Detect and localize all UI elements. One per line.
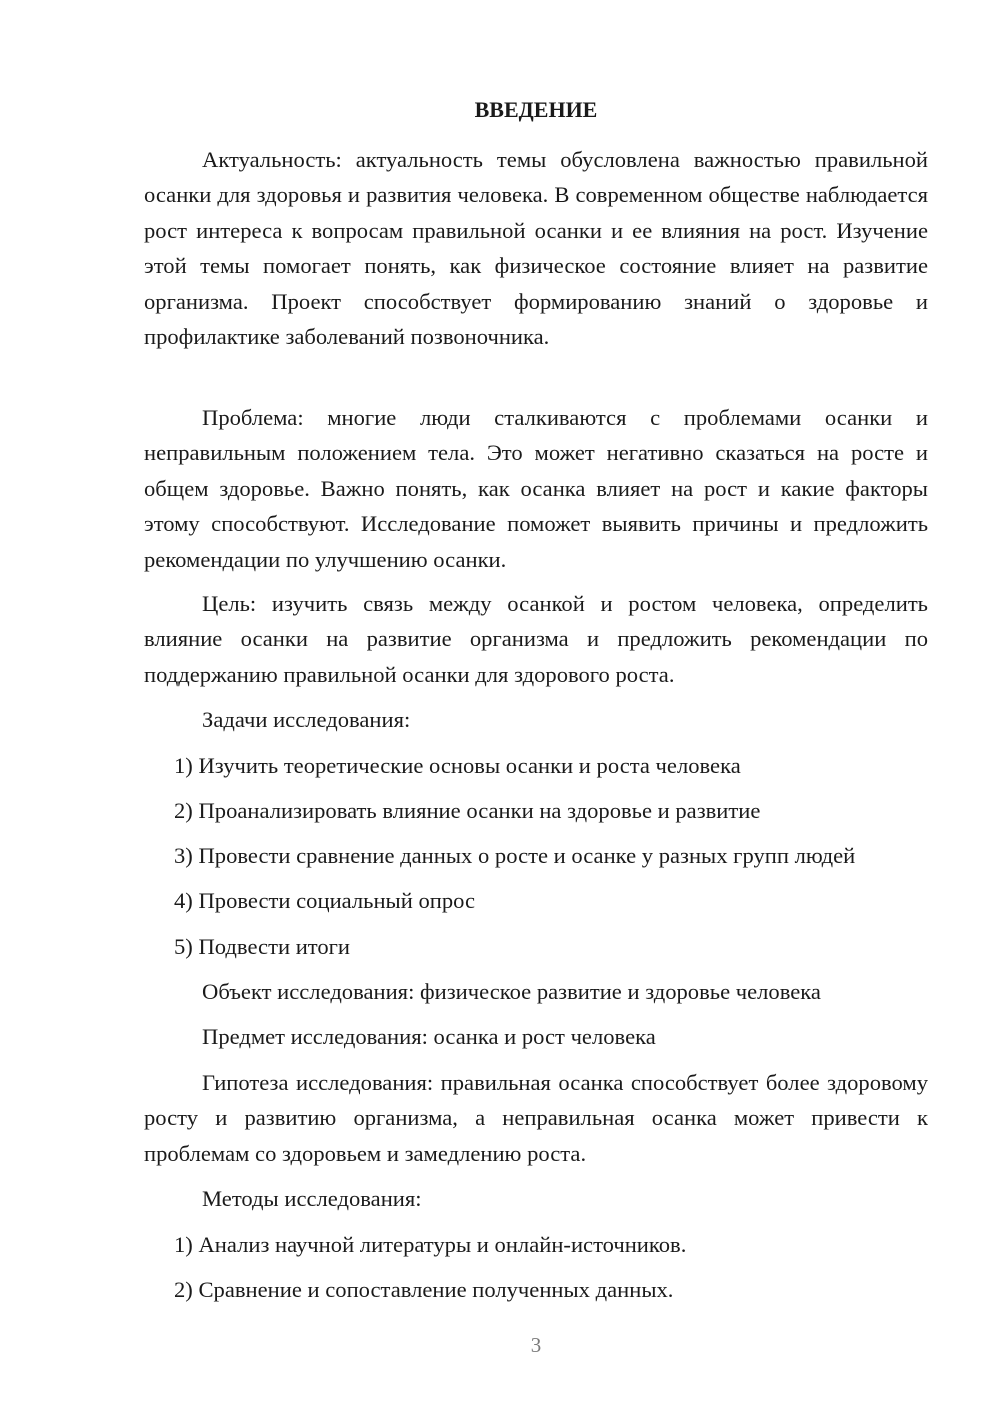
section-title: ВВЕДЕНИЕ [474, 97, 598, 122]
relevance-paragraph: Актуальность: актуальность темы обусловлена важностью правильной осанки для здоровья и развития человека. В современном обществе наблюдается рост интереса к вопросам правильной осанки и ее влияния на рост. Изучение этой темы помогает понять, как физическое состояние влияет на развитие организма. Проект способствует формированию знаний о здоровье и профилактике заболеваний позвоночника. [144, 147, 928, 350]
task-item: 4) Провести социальный опрос [174, 888, 476, 913]
methods-heading: Методы исследования: [202, 1186, 422, 1211]
research-subject: Предмет исследования: осанка и рост человека [202, 1024, 656, 1049]
problem-paragraph: Проблема: многие люди сталкиваются с проблемами осанки и неправильным положением тела. Это может негативно сказаться на росте и общем здоровье. Важно понять, как осанка влияет на рост и какие факторы этому способствуют. Исследование поможет выявить причины и предложить рекомендации по улучшению осанки. [144, 405, 928, 572]
research-object: Объект исследования: физическое развитие и здоровье человека [202, 979, 821, 1004]
hypothesis-paragraph: Гипотеза исследования: правильная осанка способствует более здоровому росту и развитию организма, а неправильная осанка может привести к проблемам со здоровьем и замедлению роста. [144, 1070, 928, 1166]
task-item: 5) Подвести итоги [174, 934, 351, 959]
goal-paragraph: Цель: изучить связь между осанкой и ростом человека, определить влияние осанки на развитие организма и предложить рекомендации по поддержанию правильной осанки для здорового роста. [144, 591, 928, 687]
method-item: 1) Анализ научной литературы и онлайн-источников. [174, 1232, 687, 1257]
page-number: 3 [530, 1333, 542, 1357]
tasks-heading: Задачи исследования: [202, 707, 411, 732]
task-item: 3) Провести сравнение данных о росте и осанке у разных групп людей [174, 843, 856, 868]
method-item: 2) Сравнение и сопоставление полученных данных. [174, 1277, 674, 1302]
task-item: 2) Проанализировать влияние осанки на здоровье и развитие [174, 798, 761, 823]
task-item: 1) Изучить теоретические основы осанки и роста человека [174, 753, 741, 778]
